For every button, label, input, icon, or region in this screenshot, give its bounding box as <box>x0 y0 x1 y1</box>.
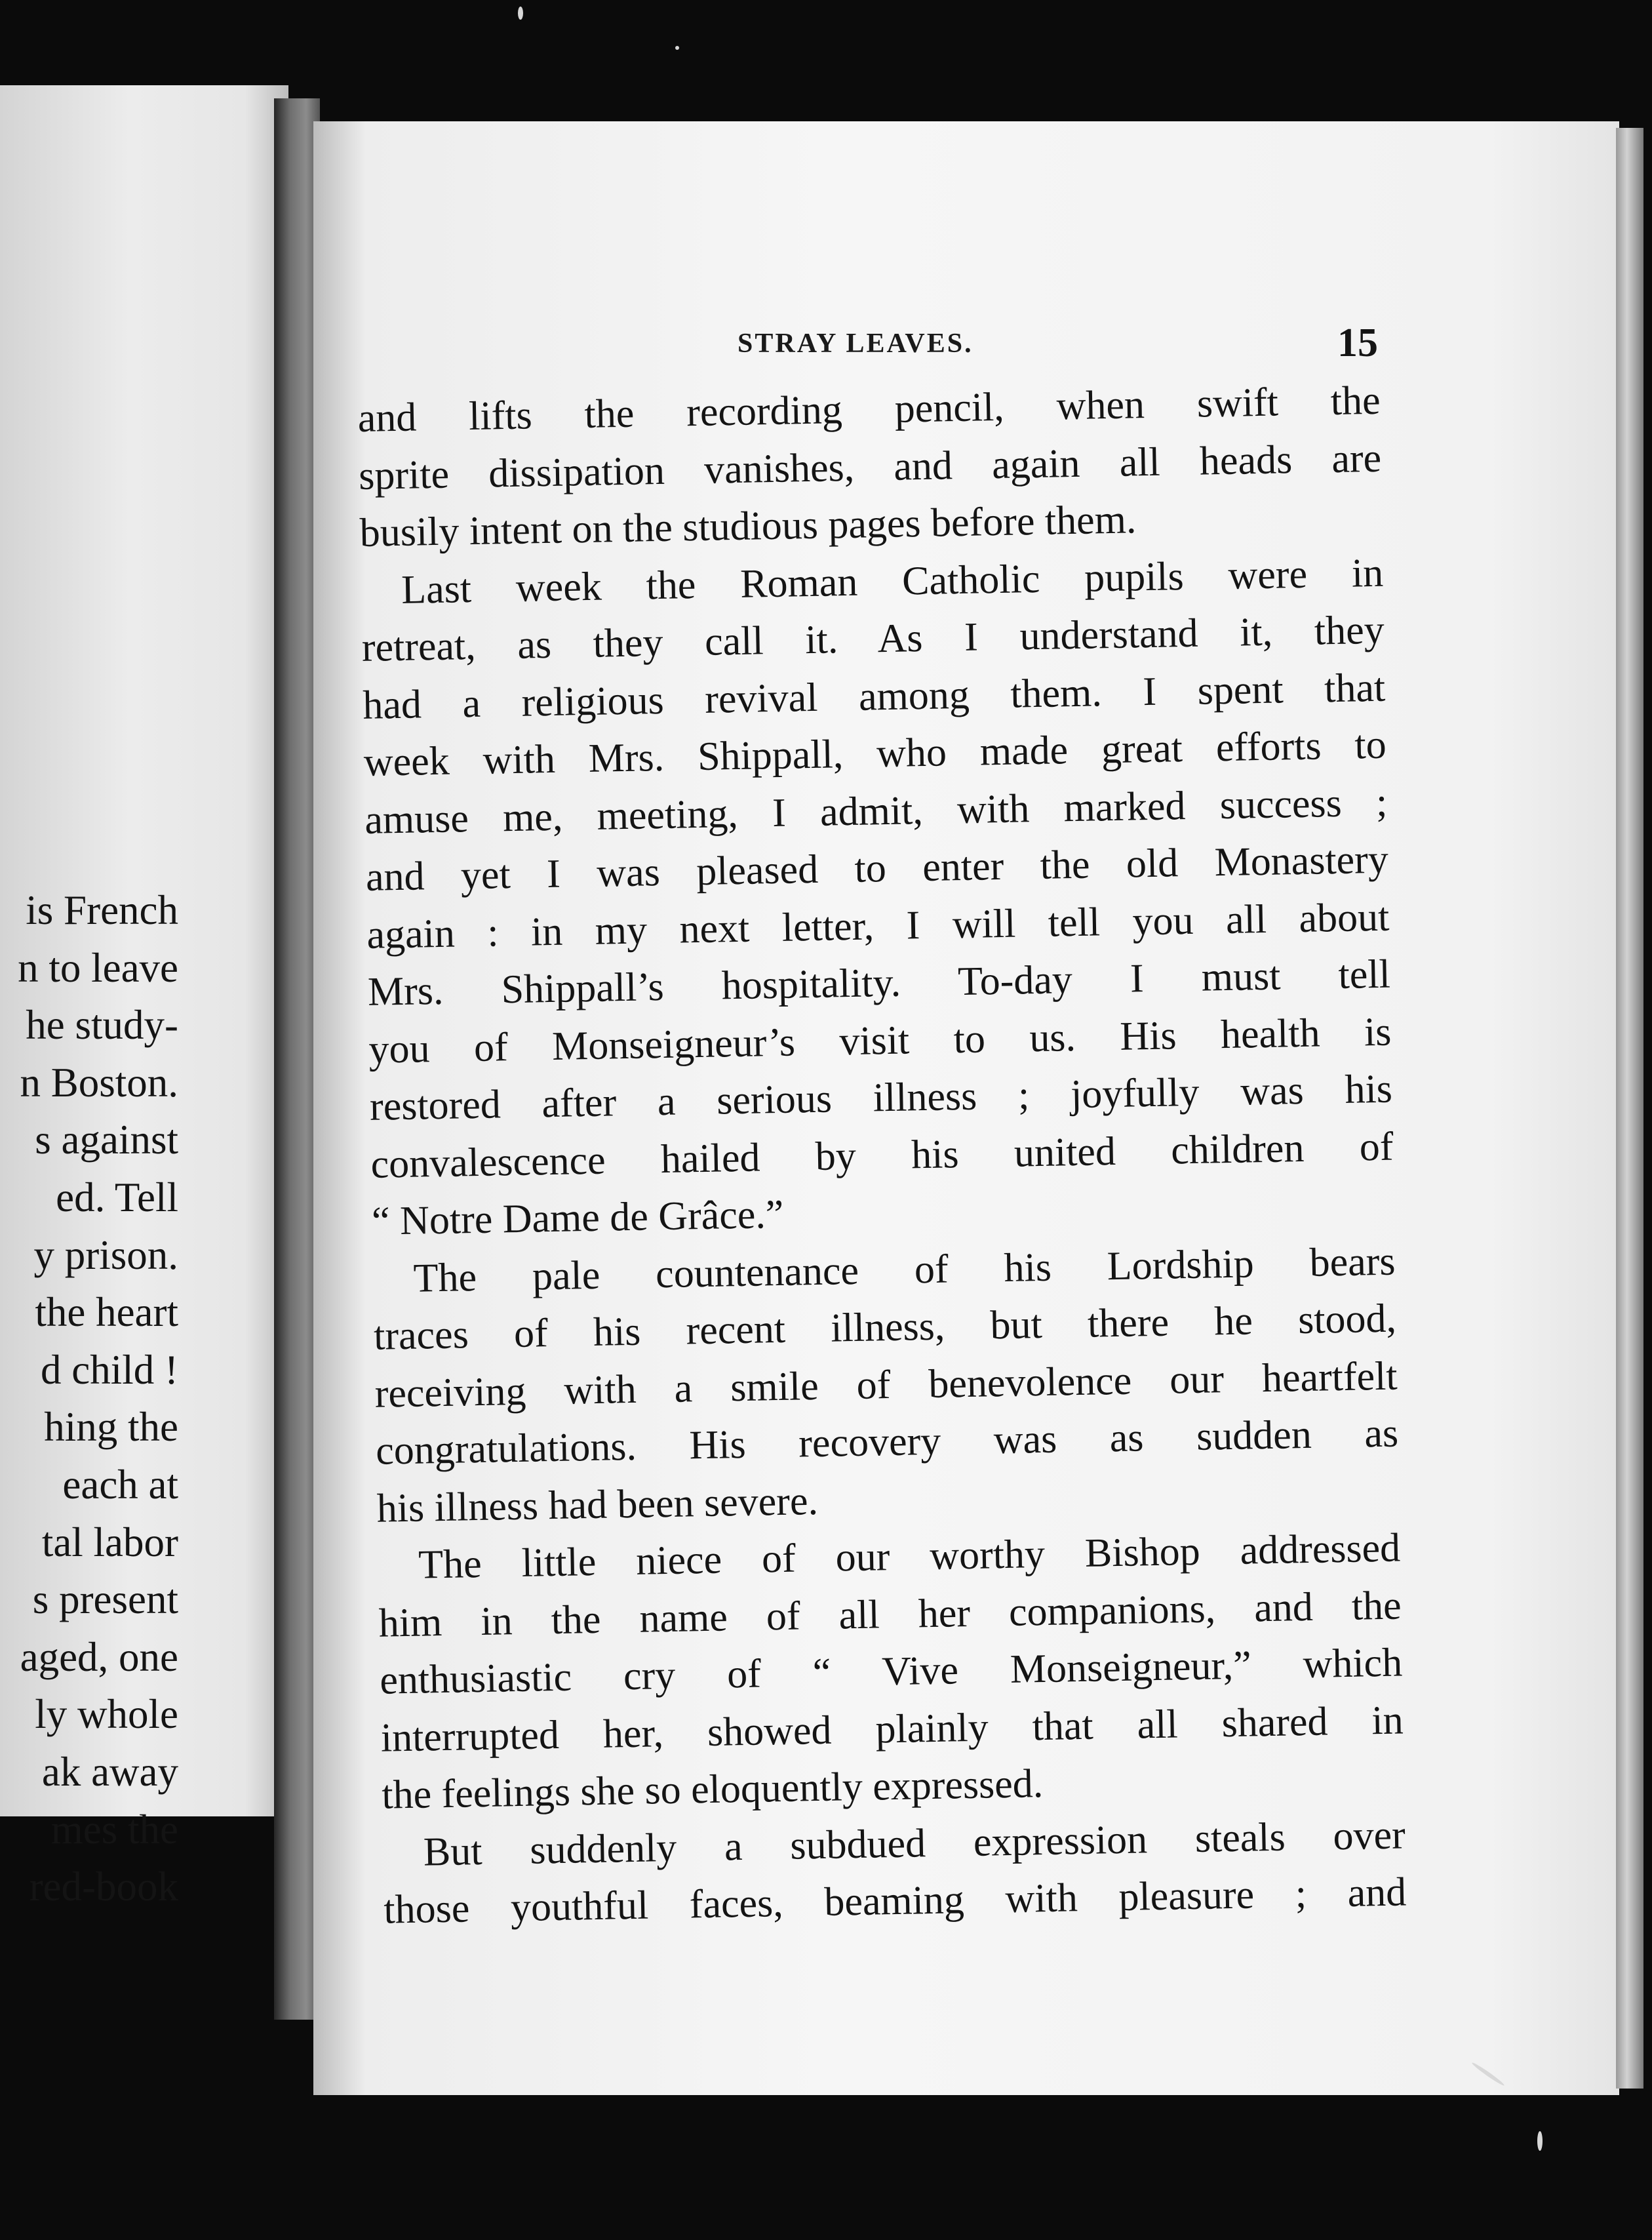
paragraph <box>361 544 1395 1250</box>
facing-line: each at <box>62 1461 178 1508</box>
text-line: busily intent on the studious pages before them. <box>359 497 1137 555</box>
text-line: The pale countenance of his Lordship bears <box>413 1239 1396 1301</box>
facing-line: n to leave <box>18 944 178 991</box>
facing-line: he study- <box>26 1002 178 1049</box>
text-line: him in the name of all her companions, and the <box>378 1582 1402 1646</box>
facing-line: tal labor <box>41 1519 178 1565</box>
facing-line: ly whole <box>35 1691 178 1738</box>
facing-line: the heart <box>35 1289 178 1336</box>
text-line: Last week the Roman Catholic pupils were in <box>401 550 1384 612</box>
facing-line: is French <box>26 887 178 933</box>
facing-line: d child ! <box>41 1346 178 1393</box>
text-line: restored after a serious illness ; joyfully was his <box>369 1066 1393 1129</box>
paragraph <box>378 1520 1405 1825</box>
paragraph <box>372 1233 1400 1538</box>
facing-line: aged, one <box>20 1633 178 1680</box>
facing-page-text <box>0 882 178 1916</box>
text-line: “ Notre Dame de Grâce.” <box>371 1191 784 1244</box>
scan-speck <box>1537 2131 1543 2151</box>
text-line: week with Mrs. Shippall, who made great efforts to <box>363 722 1387 785</box>
facing-line: red-book <box>29 1864 178 1910</box>
text-line: enthusiastic cry of “ Vive Monseigneur,” which <box>379 1640 1403 1703</box>
text-line: and lifts the recording pencil, when swift the <box>357 378 1381 441</box>
page-number: 15 <box>1337 321 1378 365</box>
text-line: retreat, as they call it. As I understand it, they <box>361 607 1385 670</box>
text-line: you of Monseigneur’s visit to us. His health is <box>368 1009 1392 1072</box>
facing-line: hing the <box>44 1404 178 1450</box>
text-line: the feelings she so eloquently expressed. <box>381 1761 1044 1818</box>
text-line: had a religious revival among them. I spent that <box>362 665 1386 728</box>
text-line: Mrs. Shippall’s hospitality. To-day I must tell <box>367 951 1391 1014</box>
facing-line: n Boston. <box>20 1059 178 1106</box>
facing-line: ed. Tell <box>56 1174 178 1220</box>
text-line: traces of his recent illness, but there he stood, <box>373 1296 1397 1359</box>
scan-speck <box>518 7 523 20</box>
facing-line: ak away <box>41 1748 178 1795</box>
body-text <box>357 372 1407 1939</box>
text-line: sprite dissipation vanishes, and again all heads are <box>358 435 1382 498</box>
text-line: and yet I was pleased to enter the old Monastery <box>365 837 1389 900</box>
running-head: STRAY LEAVES. <box>738 329 974 359</box>
text-line: receiving with a smile of benevolence our heartfelt <box>374 1353 1398 1416</box>
facing-line: s against <box>35 1117 178 1163</box>
facing-line: mes the <box>50 1806 178 1852</box>
text-line: interrupted her, showed plainly that all shared in <box>380 1697 1404 1761</box>
text-line: his illness had been severe. <box>376 1478 819 1531</box>
scan-speck <box>675 46 679 50</box>
text-line: convalescence hailed by his united children of <box>370 1124 1394 1187</box>
text-line: those youthful faces, beaming with pleasure ; and <box>383 1870 1407 1932</box>
text-line: The little niece of our worthy Bishop addressed <box>418 1525 1401 1588</box>
paragraph <box>357 372 1383 563</box>
text-line: again : in my next letter, I will tell you all about <box>366 894 1390 957</box>
paragraph <box>382 1807 1407 1939</box>
facing-line: y prison. <box>33 1231 178 1278</box>
text-line: amuse me, meeting, I admit, with marked success ; <box>364 780 1388 843</box>
page-edge <box>1616 128 1643 2089</box>
text-line: But suddenly a subdued expression steals over <box>423 1812 1406 1875</box>
facing-line: s present <box>32 1576 178 1623</box>
text-line: congratulations. His recovery was as sudden as <box>375 1410 1399 1473</box>
